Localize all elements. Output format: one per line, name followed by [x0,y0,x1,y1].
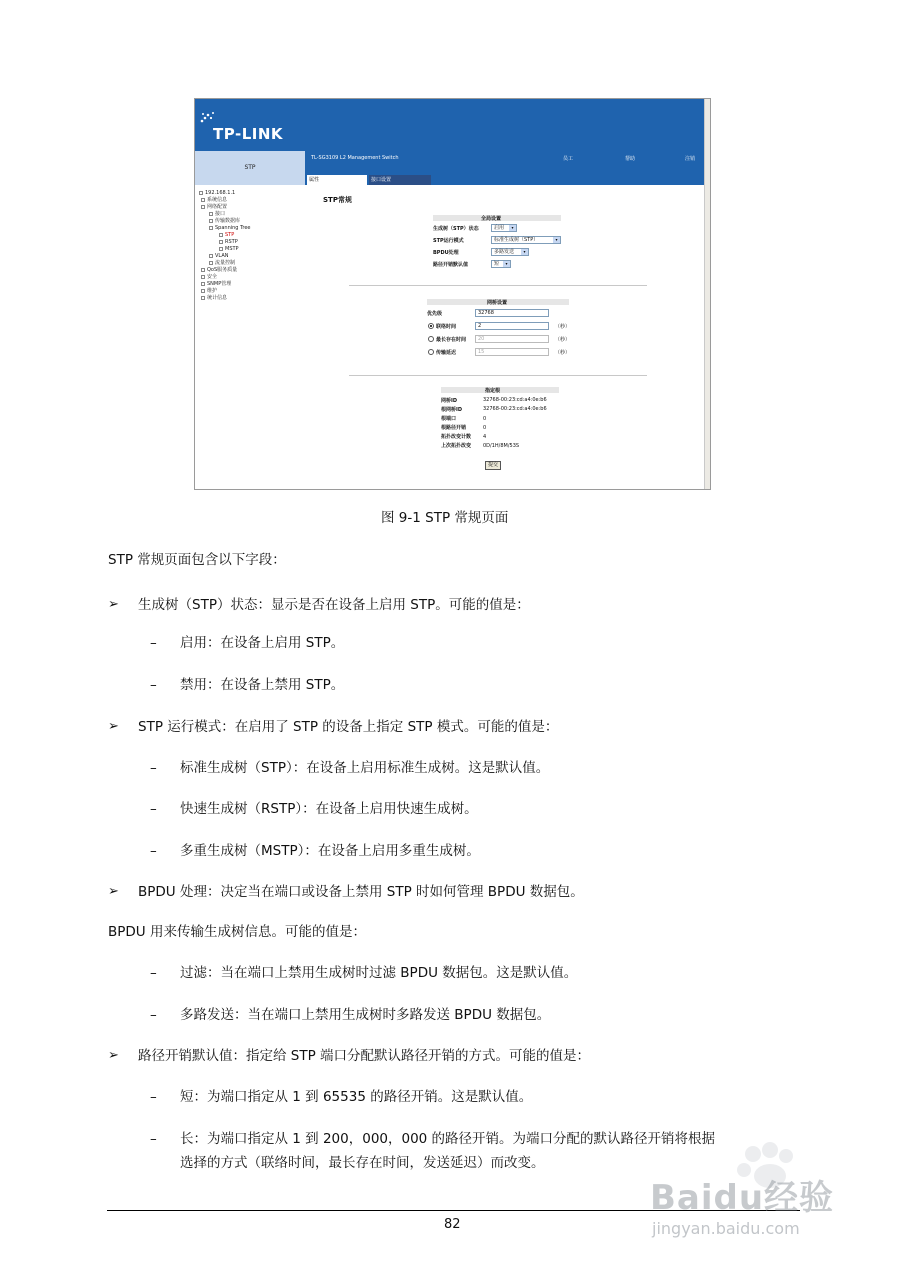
last-topology-value: 0D/1H/8M/53S [483,443,520,449]
watermark-logo: Baidu经验 [650,1178,835,1218]
root-port-label: 根端口 [441,416,457,422]
dash-icon: – [150,760,157,776]
tree-item[interactable]: 维护 [201,288,217,294]
forward-delay-input[interactable]: 15 [475,348,549,356]
field-path-cost: 路径开销默认值：指定给 STP 端口分配默认路径开销的方式。可能的值是： [138,1048,591,1064]
left-panel-title: STP [195,151,305,185]
bullet-arrow-icon: ➢ [108,1048,119,1063]
value-short: 短：为端口指定从 1 到 65535 的路径开销。这是默认值。 [180,1089,533,1105]
value-rstp: 快速生成树（RSTP）：在设备上启用快速生成树。 [180,801,478,817]
bridge-id-label: 网桥ID [441,398,458,404]
tree-root[interactable]: 192.168.1.1 [199,190,235,196]
hello-time-label: 联络时间 [436,324,457,330]
root-title: 指定根 [485,388,501,394]
folder-icon [201,296,205,300]
value-enable: 启用：在设备上启用 STP。 [180,635,345,651]
stp-mode-select[interactable]: 标准生成树（STP） ▾ [491,236,561,244]
dash-icon: – [150,1131,157,1147]
global-title: 全局设置 [481,216,502,222]
bullet-arrow-icon: ➢ [108,884,119,899]
scrollbar[interactable] [704,99,711,489]
max-age-input[interactable]: 20 [475,335,549,343]
seconds-unit: （秒） [555,337,571,343]
link-staff[interactable]: 员工 [563,156,574,162]
chevron-down-icon: ▾ [553,237,560,243]
max-age-label: 最长存在时间 [436,337,467,343]
intro-text: STP 常规页面包含以下字段： [108,552,286,568]
bullet-arrow-icon: ➢ [108,719,119,734]
dash-icon: – [150,635,157,651]
hello-time-radio[interactable] [428,323,434,329]
brand-logo: TP-LINK [213,125,284,143]
page-icon [219,233,223,237]
bpdu-note: BPDU 用来传输生成树信息。可能的值是： [108,924,366,940]
root-path-cost-value: 0 [483,425,487,431]
logo-dots-icon [199,109,217,125]
dash-icon: – [150,1089,157,1105]
stp-state-select[interactable]: 启用 ▾ [491,224,517,232]
value-long-cont: 选择的方式（联络时间，最长存在时间，发送延迟）而改变。 [180,1155,545,1171]
tree-item[interactable]: 网络配置 [201,204,227,210]
tree-item[interactable]: MSTP [219,246,239,252]
folder-icon [209,254,213,258]
divider [349,375,647,376]
main-panel [305,185,704,489]
root-path-cost-label: 根路径开销 [441,425,467,431]
value-stp: 标准生成树（STP）：在设备上启用标准生成树。这是默认值。 [180,760,550,776]
folder-icon [209,226,213,230]
root-bridge-id-label: 根网桥ID [441,407,463,413]
tree-item[interactable]: 安全 [201,274,217,280]
product-name: TL-SG3109 L2 Management Switch [311,155,399,161]
seconds-unit: （秒） [555,350,571,356]
tab-properties[interactable]: 属性 [307,175,367,185]
tplink-banner [195,99,704,151]
tree-item[interactable]: RSTP [219,239,238,245]
computer-icon [199,191,203,195]
dash-icon: – [150,965,157,981]
priority-label: 优先级 [427,311,443,317]
nav-tree [195,185,305,489]
bpdu-label: BPDU处理 [433,250,459,256]
root-bridge-id-value: 32768-00:23:cd:a4:0e:b6 [483,406,547,412]
bpdu-select[interactable]: 多路发送 ▾ [491,248,529,256]
priority-input[interactable]: 32768 [475,309,549,317]
hello-time-input[interactable]: 2 [475,322,549,330]
watermark-url: jingyan.baidu.com [652,1219,800,1238]
tree-item[interactable]: Spanning Tree [209,225,251,231]
forward-delay-label: 传输延迟 [436,350,457,356]
seconds-unit: （秒） [555,324,571,330]
stp-state-label: 生成树（STP）状态 [433,226,479,232]
figure-caption: 图 9-1 STP 常规页面 [381,510,509,526]
dash-icon: – [150,801,157,817]
tree-item[interactable]: 传输数据库 [209,218,240,224]
product-bar [305,151,704,173]
topology-count-value: 4 [483,434,487,440]
value-multicast: 多路发送：当在端口上禁用生成树时多路发送 BPDU 数据包。 [180,1007,551,1023]
tree-item[interactable]: 统计信息 [201,295,227,301]
value-mstp: 多重生成树（MSTP）：在设备上启用多重生成树。 [180,843,480,859]
folder-icon [201,282,205,286]
forward-delay-radio[interactable] [428,349,434,355]
tree-item[interactable]: SNMP管理 [201,281,231,287]
tree-item-stp[interactable]: STP [219,232,234,238]
dash-icon: – [150,843,157,859]
max-age-radio[interactable] [428,336,434,342]
chevron-down-icon: ▾ [509,225,516,231]
tab-bar [305,173,704,185]
stp-screenshot [194,98,711,490]
tree-item[interactable]: VLAN [209,253,228,259]
value-disable: 禁用：在设备上禁用 STP。 [180,677,345,693]
tree-item[interactable]: 流量控制 [209,260,235,266]
tab-interface-settings[interactable]: 接口设置 [369,175,431,185]
last-topology-label: 上次拓扑改变 [441,443,472,449]
page-number: 82 [444,1217,461,1232]
dash-icon: – [150,677,157,693]
link-logout[interactable]: 注销 [685,156,696,162]
tree-item[interactable]: 接口 [209,211,225,217]
folder-icon [201,198,205,202]
chevron-down-icon: ▾ [503,261,510,267]
bullet-arrow-icon: ➢ [108,597,119,612]
folder-icon [209,261,213,265]
topology-count-label: 拓扑改变计数 [441,434,472,440]
dash-icon: – [150,1007,157,1023]
bridge-id-value: 32768-00:23:cd:a4:0e:b6 [483,397,547,403]
page-icon [219,247,223,251]
divider [349,285,647,286]
field-bpdu: BPDU 处理：决定当在端口或设备上禁用 STP 时如何管理 BPDU 数据包。 [138,884,584,900]
folder-icon [209,219,213,223]
path-cost-select[interactable]: 短 ▾ [491,260,511,268]
value-filter: 过滤：当在端口上禁用生成树时过滤 BPDU 数据包。这是默认值。 [180,965,578,981]
folder-icon [201,205,205,209]
stp-mode-label: STP运行模式 [433,238,464,244]
submit-button[interactable]: 提交 [485,461,501,470]
root-port-value: 0 [483,416,487,422]
chevron-down-icon: ▾ [521,249,528,255]
folder-icon [201,275,205,279]
folder-icon [201,268,205,272]
field-stp-mode: STP 运行模式：在启用了 STP 的设备上指定 STP 模式。可能的值是： [138,719,559,735]
value-long: 长：为端口指定从 1 到 200，000，000 的路径开销。为端口分配的默认路径开销将根据 [180,1131,716,1147]
page-icon [219,240,223,244]
tree-item[interactable]: QoS服务质量 [201,267,237,273]
folder-icon [201,289,205,293]
field-stp-state: 生成树（STP）状态：显示是否在设备上启用 STP。可能的值是： [138,597,530,613]
path-cost-label: 路径开销默认值 [433,262,469,268]
page-title: STP常规 [323,196,352,204]
tree-item[interactable]: 系统信息 [201,197,227,203]
link-help[interactable]: 帮助 [625,156,636,162]
folder-icon [209,212,213,216]
bridge-title: 网桥设置 [487,300,508,306]
